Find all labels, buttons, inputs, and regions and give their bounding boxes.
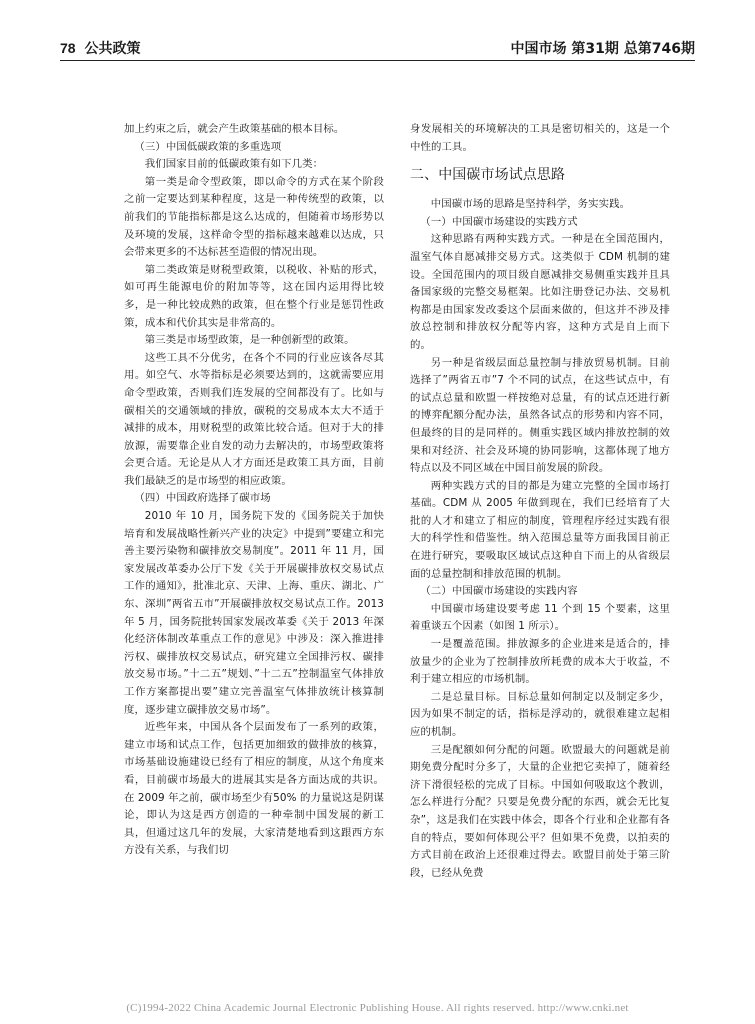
copyright-footer: (C)1994-2022 China Academic Journal Electronic Publishing House. All rights reserved. http://www.cnki.net <box>126 1002 629 1014</box>
page-number: 78 <box>60 40 76 56</box>
body-paragraph: 三是配额如何分配的问题。欧盟最大的问题就是前期免费分配时分多了，大量的企业把它卖掉了，随着经济下滑很轻松的完成了目标。中国如何吸取这个教训，怎么样进行分配？只要是免费分配的东西，就会无比复杂”，这是我们在实践中体会，即各个行业和企业都有各自的特点，要如何体现公平？但如果不免费，以拍卖的方式目前在政治上还很难过得去。欧盟目前处于第三阶段，已经从免费 <box>410 743 670 879</box>
body-paragraph: 我们国家目前的低碳政策有如下几类： <box>144 158 324 171</box>
body-paragraph: 第一类是命令型政策，即以命令的方式在某个阶段之前一定要达到某种程度，这是一种传统型的政策，以前我们的节能指标都是这么达成的，但随着市场形势以及环境的发展，这样命令型的指标越来越难以达成，只会带来更多的不达标甚至造假的情况出现。 <box>124 175 384 259</box>
subsection-heading: （二）中国碳市场建设的实践内容 <box>420 585 578 598</box>
left-column <box>124 121 384 860</box>
body-paragraph: 中国碳市场的思路是坚持科学，务实实践。 <box>430 198 631 211</box>
body-paragraph: 中国碳市场建设要考虑 11 个到 15 个要素，这里着重谈五个因素（如图 1 所示）。 <box>410 602 670 633</box>
body-paragraph: 二是总量目标。目标总量如何制定以及制定多少，因为如果不制定的话，指标是浮动的，就很难建立起相应的机制。 <box>410 690 670 738</box>
body-paragraph: 近些年来，中国从各个层面发布了一系列的政策，建立市场和试点工作，包括更加细致的做排放的核算，市场基础设施建设已经有了相应的制度，从这个角度来看，目前碳市场最大的进展其实是各方面达成的共识。在 2009 年之前，碳市场至少有50% 的力量说这是阴谋论，即认为这是西方创造的一种牵制中国发展的新工具，但通过这几年的发展，大家清楚地看到这跟西方东方没有关系，与我们切 <box>124 721 384 857</box>
body-paragraph: 两种实践方式的目的都是为建立完整的全国市场打基础。CDM 从 2005 年做到现在，我们已经培育了大批的人才和建立了相应的制度，管理程序经过实践有很大的科学性和借鉴性。纳入范围总量等方面我国目前正在进行研究，要吸取区域试点这种自下而上的从省级层面的总量控制和排放范围的机制。 <box>410 479 670 580</box>
subsection-heading: （四）中国政府选择了碳市场 <box>134 492 271 505</box>
body-paragraph: 第二类政策是财税型政策，以税收、补贴的形式，如可再生能源电价的附加等等，这在国内运用得比较多，是一种比较成熟的政策，但在整个行业是惩罚性政策，成本和代价其实是非常高的。 <box>124 263 384 329</box>
body-paragraph: 身发展相关的环境解决的工具是密切相关的，这是一个中性的工具。 <box>410 123 670 153</box>
subsection-heading: （三）中国低碳政策的多重选项 <box>134 140 282 153</box>
body-paragraph: 加上约束之后，就会产生政策基础的根本目标。 <box>124 123 345 135</box>
body-paragraph: 这些工具不分优劣，在各个不同的行业应该各尽其用。如空气、水等指标是必须要达到的，这就需要应用命令型政策，否则我们连发展的空间都没有了。比如与碳相关的交通领域的排放，碳税的交易成本太大不适于减排的成本，用财税型的政策比较合适。但对于大的排放源，需要靠企业自发的动力去解决的，市场型政策将会更合适。无论是从人才方面还是政策工具方面，目前我们最缺乏的是市场型的相应政策。 <box>124 351 384 487</box>
header-left <box>60 38 140 58</box>
section-name: 公共政策 <box>84 41 141 57</box>
running-header <box>60 36 695 61</box>
section-heading: 二、中国碳市场试点思路 <box>410 167 566 184</box>
body-paragraph: 这种思路有两种实践方式。一种是在全国范围内，温室气体自愿减排交易方式。这类似于 CDM 机制的建设。全国范围内的项目级自愿减排交易侧重实践并且具备国家级的完整交易框架。比如注册登记办法、交易机构都是由国家发改委这个层面来做的，但这并不涉及排放总控制和排放权分配等内容，这种方式是自上而下的。 <box>410 233 670 351</box>
body-paragraph: 2010 年 10 月，国务院下发的《国务院关于加快培育和发展战略性新兴产业的决定》中提到”要建立和完善主要污染物和碳排放交易制度”。2011 年 11 月，国家发展改革委办公厅下发《关于开展碳排放权交易试点工作的通知》，批准北京、天津、上海、重庆、湖北、广东、深圳”两省五市”开展碳排放权交易试点工作。2013 年 5 月，国务院批转国家发展改革委《关于 2013 年深化经济体制改革重点工作的意见》中涉及：深入推进排污权、碳排放权交易试点，研究建立全国排污权、碳排放交易市场。”十二五”规划、”十二五”控制温室气体排放工作方案都提出要”建立完善温室气体排放统计核算制度，逐步建立碳排放交易市场”。 <box>124 510 384 716</box>
journal-info: 中国市场 第31期 总第746期 <box>510 41 695 57</box>
body-paragraph: 另一种是省级层面总量控制与排放贸易机制。目前选择了”两省五市”7 个不同的试点，在这些试点中，有的试点总量和欧盟一样按绝对总量，有的试点还进行新的博弈配额分配办法，虽然各试点的形势和内容不同，但最终的目的是同样的。侧重实践区域内排放控制的效果和对经济、社会及环境的协同影响，这都体现了地方特点以及不同区域在中国目前发展的阶段。 <box>410 356 670 475</box>
right-column <box>410 121 670 882</box>
subsection-heading: （一）中国碳市场建设的实践方式 <box>420 215 578 228</box>
body-paragraph: 第三类是市场型政策，是一种创新型的政策。 <box>144 334 355 347</box>
body-paragraph: 一是覆盖范围。排放源多的企业进来是适合的，排放量少的企业为了控制排放所耗费的成本大于收益，不利于建立相应的市场机制。 <box>410 638 670 686</box>
